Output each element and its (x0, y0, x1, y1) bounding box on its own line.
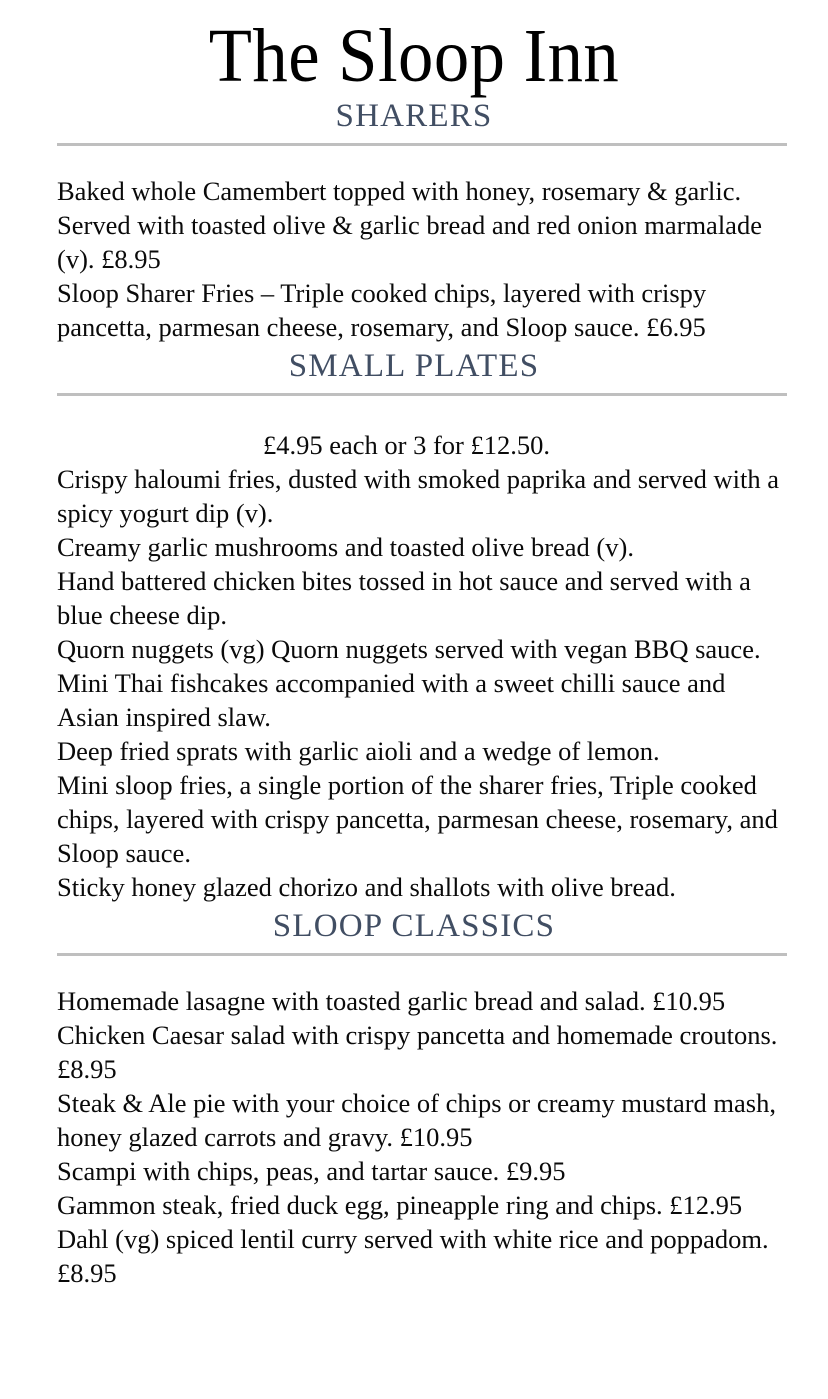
spacer (0, 396, 828, 428)
section-heading-small-plates: SMALL PLATES (288, 347, 540, 384)
menu-item: Quorn nuggets (vg) Quorn nuggets served with vegan BBQ sauce. (57, 633, 761, 664)
small-plates-price-note: £4.95 each or 3 for £12.50. (262, 429, 550, 460)
menu-item: Chicken Caesar salad with crispy pancetta and homemade croutons. £8.95 (57, 1019, 778, 1084)
menu-item: Gammon steak, fried duck egg, pineapple ring and chips. £12.95 (57, 1189, 743, 1220)
menu-item: Hand battered chicken bites tossed in hot sauce and served with a blue cheese dip. (57, 565, 751, 630)
section-heading-sharers: SHARERS (335, 98, 493, 134)
menu-item: Sloop Sharer Fries – Triple cooked chips, layered with crispy pancetta, parmesan cheese, rosemary, and Sloop sauce. £6.95 (57, 277, 707, 342)
section-body-sloop-classics (0, 984, 828, 1290)
spacer (0, 956, 828, 984)
menu-item: Scampi with chips, peas, and tartar sauce. £9.95 (57, 1155, 566, 1186)
section-body-sharers (0, 174, 828, 344)
spacer (0, 146, 828, 174)
menu-item: Mini Thai fishcakes accompanied with a sweet chilli sauce and Asian inspired slaw. (57, 667, 726, 732)
menu-item: Creamy garlic mushrooms and toasted olive bread (v). (57, 531, 634, 562)
menu-item: Homemade lasagne with toasted garlic bread and salad. £10.95 (57, 985, 726, 1016)
menu-item: Dahl (vg) spiced lentil curry served with white rice and poppadom. £8.95 (57, 1223, 769, 1288)
menu-item: Deep fried sprats with garlic aioli and a wedge of lemon. (57, 735, 660, 766)
menu-item: Sticky honey glazed chorizo and shallots with olive bread. (57, 871, 676, 902)
menu-item: Steak & Ale pie with your choice of chips or creamy mustard mash, honey glazed carrots and gravy. £10.95 (57, 1087, 776, 1152)
page-title: The Sloop Inn (208, 14, 620, 98)
menu-item: Mini sloop fries, a single portion of the sharer fries, Triple cooked chips, layered with crispy pancetta, parmesan cheese, rosemary, and Sloop sauce. (57, 769, 778, 868)
masthead (0, 0, 828, 98)
menu-item: Baked whole Camembert topped with honey, rosemary & garlic. Served with toasted olive & garlic bread and red onion marmalade (v). £8.95 (57, 175, 762, 274)
section-body-small-plates (0, 428, 828, 904)
section-heading-sloop-classics: SLOOP CLASSICS (272, 907, 556, 944)
menu-item: Crispy haloumi fries, dusted with smoked paprika and served with a spicy yogurt dip (v). (57, 463, 779, 528)
